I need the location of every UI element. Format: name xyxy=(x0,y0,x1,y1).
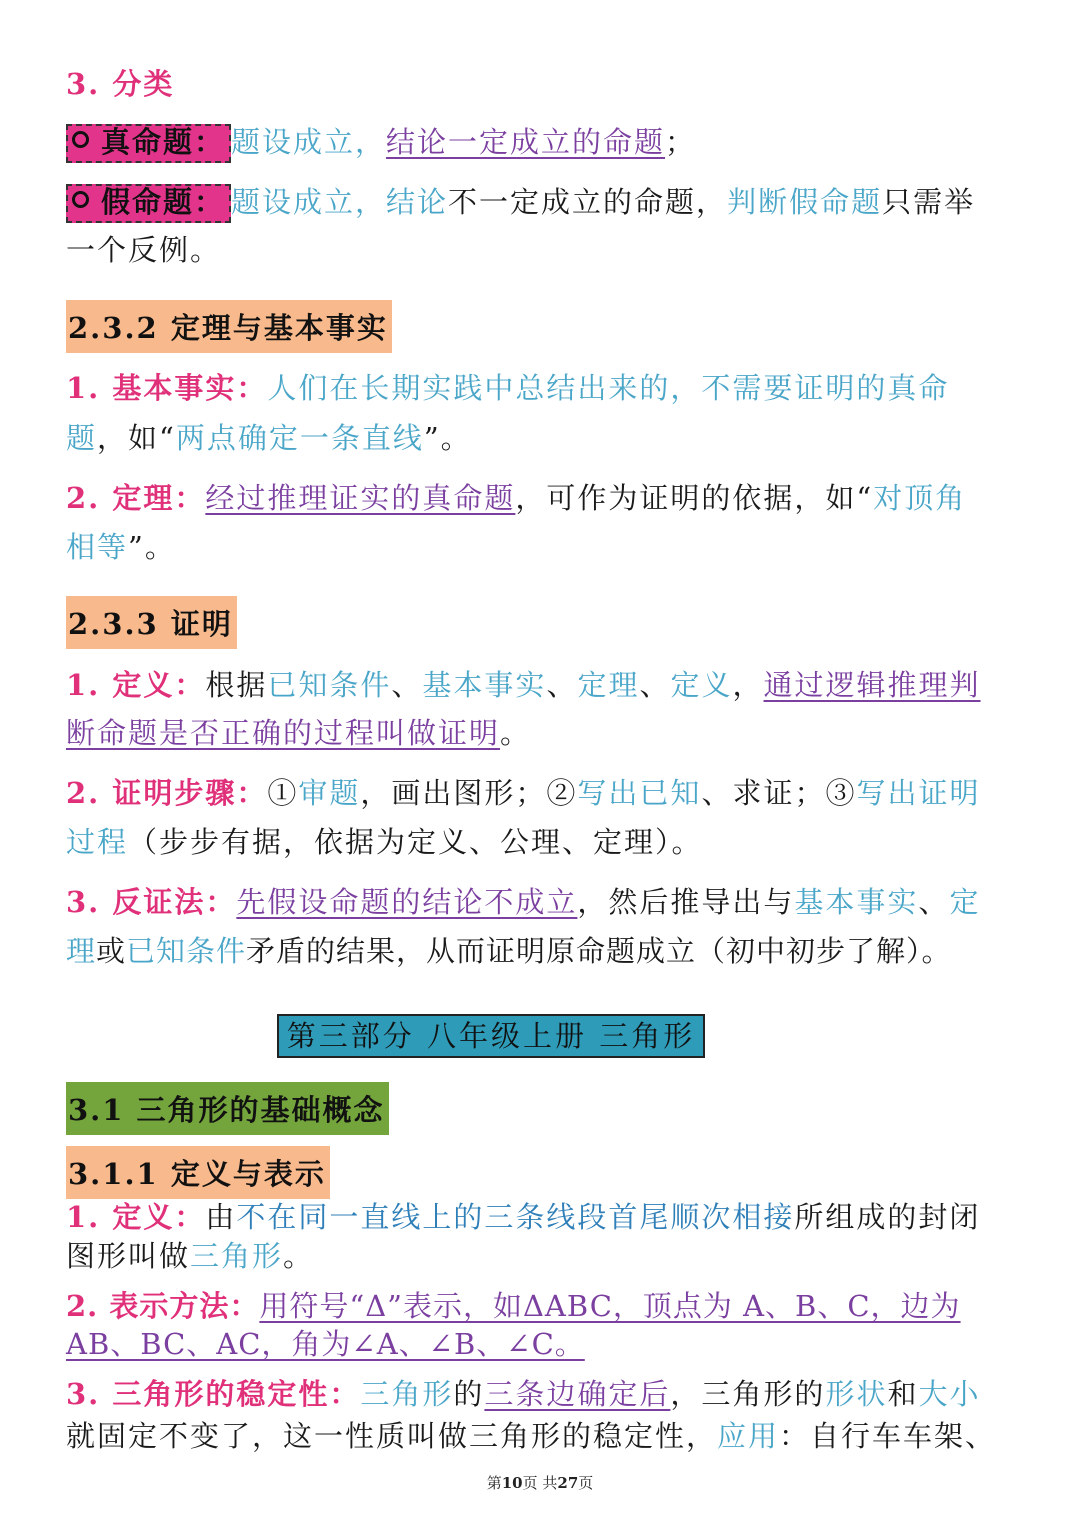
triangle-definition-label: 1. 定义： xyxy=(66,1200,206,1234)
text-fragment: 大小 xyxy=(918,1377,981,1411)
text-fragment: 基本事实 xyxy=(422,668,547,702)
triangle-definition-line xyxy=(66,1200,981,1234)
text-fragment: ，可作为证明的依据，如“ xyxy=(515,481,874,515)
text-fragment: 人们在长期实践中总结出来的， xyxy=(267,371,702,405)
underlined-definition: 用符号“Δ”表示，如ΔABC，顶点为 A、B、C，边为 xyxy=(259,1289,961,1323)
text-fragment: 三角形 xyxy=(190,1239,284,1273)
text-fragment: ； xyxy=(665,125,697,159)
text-fragment: 不一定成立的命题， xyxy=(448,185,728,219)
text-fragment: 所组成的封闭 xyxy=(794,1200,981,1234)
false-proposition-badge xyxy=(66,184,231,223)
text-fragment: 、 xyxy=(546,668,578,702)
theorem-line xyxy=(66,481,967,515)
text-fragment: ，画出图形；② xyxy=(360,776,578,810)
text-fragment: 定理 xyxy=(577,668,640,702)
underlined-definition: AB、BC、AC，角为∠A、∠B、∠C。 xyxy=(66,1327,585,1361)
footer-text: 页 共 xyxy=(522,1474,558,1492)
underlined-definition: 通过逻辑推理判 xyxy=(763,668,981,702)
contradiction-line xyxy=(66,885,981,919)
text-fragment: ，如“ xyxy=(97,421,176,455)
text-fragment: 矛盾的结果，从而证明原命题成立（初中初步了解）。 xyxy=(246,934,952,968)
proof-steps-line xyxy=(66,776,981,810)
text-fragment: 定义 xyxy=(670,668,733,702)
text-fragment: ：自行车车架、 xyxy=(779,1419,997,1453)
text-fragment: 过程 xyxy=(66,825,129,859)
text-fragment: 或 xyxy=(96,934,127,968)
true-proposition-label: 真命题： xyxy=(101,125,226,159)
theorem-label: 2. 定理： xyxy=(66,481,206,515)
triangle-notation-line xyxy=(66,1289,961,1323)
true-proposition-badge xyxy=(66,124,231,163)
underlined-definition: 经过推理证实的真命题 xyxy=(205,481,516,515)
triangle-stability-label: 3. 三角形的稳定性： xyxy=(66,1377,361,1411)
text-fragment: ”。 xyxy=(128,530,176,564)
text-fragment: 基本事实 xyxy=(794,885,919,919)
text-fragment: 、 xyxy=(391,668,423,702)
false-proposition-line xyxy=(66,184,975,223)
triangle-stability-line xyxy=(66,1377,981,1411)
underlined-definition: 结论一定成立的命题 xyxy=(386,125,666,159)
text-fragment: 根据 xyxy=(205,668,268,702)
basic-fact-line-2 xyxy=(66,421,472,455)
contradiction-line-2 xyxy=(66,934,952,968)
text-fragment: 题设成立， xyxy=(231,125,387,159)
text-fragment: 就固定不变了，这一性质叫做三角形的稳定性， xyxy=(66,1419,718,1453)
text-fragment: ”。 xyxy=(423,421,472,455)
text-fragment: 定 xyxy=(949,885,981,919)
text-fragment: 审题 xyxy=(298,776,361,810)
text-fragment: 。 xyxy=(500,716,532,750)
underlined-definition: 三条边确定后 xyxy=(484,1377,671,1411)
text-fragment: ， xyxy=(732,668,764,702)
proof-definition-line xyxy=(66,668,981,702)
text-fragment: 、 xyxy=(918,885,950,919)
proof-definition-label: 1. 定义： xyxy=(66,668,206,702)
text-fragment: 只需举 xyxy=(882,185,976,219)
proof-steps-label: 2. 证明步骤： xyxy=(66,776,268,810)
text-fragment: 的 xyxy=(453,1377,485,1411)
text-fragment: 由 xyxy=(205,1200,237,1234)
true-proposition-line xyxy=(66,124,696,163)
section-classify-heading: 3. 分类 xyxy=(66,67,175,101)
text-fragment: 应用 xyxy=(717,1419,780,1453)
false-proposition-line-2: 一个反例。 xyxy=(66,233,222,267)
text-fragment: 题设成立， xyxy=(231,185,387,219)
contradiction-label: 3. 反证法： xyxy=(66,885,237,919)
text-fragment: 判断假命题 xyxy=(727,185,883,219)
bullet-icon xyxy=(72,191,89,208)
text-fragment: 已知条件 xyxy=(267,668,392,702)
text-fragment: 写出证明 xyxy=(856,776,981,810)
triangle-definition-line-2 xyxy=(66,1239,315,1273)
theorem-line-2 xyxy=(66,530,176,564)
footer-text: 页 xyxy=(578,1474,594,1492)
text-fragment: 题 xyxy=(66,421,98,455)
text-fragment: 不需要证明的真命 xyxy=(701,371,950,405)
total-page-count: 27 xyxy=(557,1474,579,1492)
part-three-banner: 第三部分 八年级上册 三角形 xyxy=(277,1014,705,1058)
text-fragment: ，三角形的 xyxy=(670,1377,826,1411)
bullet-icon xyxy=(72,131,89,148)
page-footer xyxy=(0,1472,1080,1493)
text-fragment: 对顶角 xyxy=(873,481,967,515)
text-fragment: 已知条件 xyxy=(126,934,247,968)
text-fragment: 写出已知 xyxy=(577,776,702,810)
heading-3-1-1: 3.1.1 定义与表示 xyxy=(66,1146,330,1199)
basic-fact-label: 1. 基本事实： xyxy=(66,371,268,405)
text-fragment: 形状 xyxy=(825,1377,888,1411)
current-page-number: 10 xyxy=(501,1474,523,1492)
text-fragment: 理 xyxy=(66,934,97,968)
triangle-notation-label: 2. 表示方法： xyxy=(66,1289,260,1323)
text-fragment: 三角形 xyxy=(360,1377,454,1411)
text-fragment: 相等 xyxy=(66,530,129,564)
text-fragment: ① xyxy=(267,776,299,810)
basic-fact-line xyxy=(66,371,950,405)
underlined-definition: 先假设命题的结论不成立 xyxy=(236,885,578,919)
text-fragment: 、求证；③ xyxy=(701,776,857,810)
footer-text: 第 xyxy=(486,1474,502,1492)
text-fragment: 图形叫做 xyxy=(66,1239,191,1273)
text-fragment: 两点确定一条直线 xyxy=(175,421,424,455)
proof-definition-line-2 xyxy=(66,716,532,750)
underlined-definition: 断命题是否正确的过程叫做证明 xyxy=(66,716,501,750)
heading-2-3-2: 2.3.2 定理与基本事实 xyxy=(66,300,392,353)
text-fragment: 结论 xyxy=(386,185,449,219)
text-fragment: 、 xyxy=(639,668,671,702)
proof-steps-line-2 xyxy=(66,825,703,859)
triangle-stability-line-2 xyxy=(66,1419,997,1453)
text-fragment: ，然后推导出与 xyxy=(577,885,795,919)
heading-2-3-3: 2.3.3 证明 xyxy=(66,596,237,649)
text-fragment: 不在同一直线上的三条线段首尾顺次相接 xyxy=(236,1200,795,1234)
false-proposition-label: 假命题： xyxy=(101,185,226,219)
heading-3-1: 3.1 三角形的基础概念 xyxy=(66,1082,389,1135)
text-fragment: 。 xyxy=(283,1239,315,1273)
text-fragment: 和 xyxy=(887,1377,919,1411)
text-fragment: （步步有据，依据为定义、公理、定理）。 xyxy=(128,825,703,859)
triangle-notation-line-2 xyxy=(66,1327,585,1361)
